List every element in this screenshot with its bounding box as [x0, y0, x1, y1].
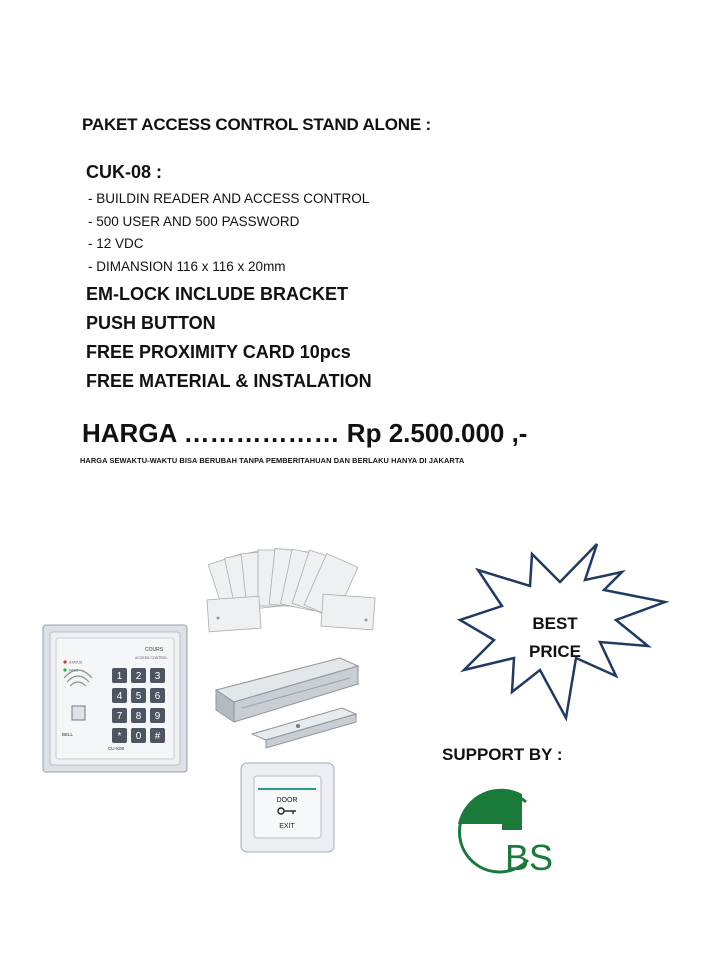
keypad-subtitle: ACCESS CONTROL	[135, 656, 168, 660]
model-label: CU-K08	[108, 746, 125, 751]
keypad-key-label: 0	[135, 731, 142, 742]
keypad-key-label: #	[154, 731, 161, 742]
spec-item: - 500 USER AND 500 PASSWORD	[88, 213, 300, 229]
exit-door-label: DOOR	[276, 797, 298, 804]
bell-label: BELL	[62, 732, 74, 737]
feature-list	[86, 280, 372, 396]
keypad-brand: COURS	[145, 647, 164, 653]
disclaimer: HARGA SEWAKTU-WAKTU BISA BERUBAH TANPA PEMBERITAHUAN DAN BERLAKU HANYA DI JAKARTA	[80, 456, 465, 465]
keypad-key-label: 7	[116, 711, 123, 722]
keypad-key-label: *	[117, 731, 122, 742]
door-icon	[72, 706, 85, 720]
feature-item: FREE PROXIMITY CARD 10pcs	[86, 342, 351, 362]
proximity-cards-image	[204, 540, 380, 640]
logo-text: BS	[505, 837, 554, 878]
feature-item: EM-LOCK INCLUDE BRACKET	[86, 284, 348, 304]
best-price-badge	[505, 610, 605, 666]
em-lock-image	[212, 650, 362, 750]
feature-item: FREE MATERIAL & INSTALATION	[86, 371, 372, 391]
keypad-key-label: 3	[154, 671, 161, 682]
pass-label: PASS	[69, 668, 79, 673]
badge-line: PRICE	[529, 642, 581, 661]
badge-line: BEST	[532, 614, 578, 633]
page-title: PAKET ACCESS CONTROL STAND ALONE :	[82, 115, 431, 134]
spec-item: - BUILDIN READER AND ACCESS CONTROL	[88, 191, 370, 206]
keypad-key-label: 9	[154, 711, 161, 722]
keypad-key-label: 6	[154, 691, 161, 702]
keypad-device-image	[42, 624, 188, 774]
model-heading: CUK-08 :	[86, 162, 163, 182]
exit-exit-label: EXIT	[279, 823, 295, 830]
keypad-key-label: 8	[135, 711, 142, 722]
status-label: STATUS	[69, 660, 83, 665]
feature-item: PUSH BUTTON	[86, 313, 216, 333]
spec-item: - 12 VDC	[88, 236, 144, 251]
exit-button-image	[240, 762, 336, 854]
keypad-key-label: 2	[135, 671, 142, 682]
spec-item: - DIMANSION 116 x 116 x 20mm	[88, 258, 286, 274]
support-label: SUPPORT BY :	[442, 745, 563, 764]
keypad-key-label: 5	[135, 691, 142, 702]
keypad-key-label: 1	[116, 671, 123, 682]
gbs-logo	[450, 782, 565, 882]
spec-list	[88, 188, 369, 278]
keypad-key-label: 4	[116, 691, 123, 702]
price-line: HARGA ……………… Rp 2.500.000 ,-	[82, 418, 528, 448]
